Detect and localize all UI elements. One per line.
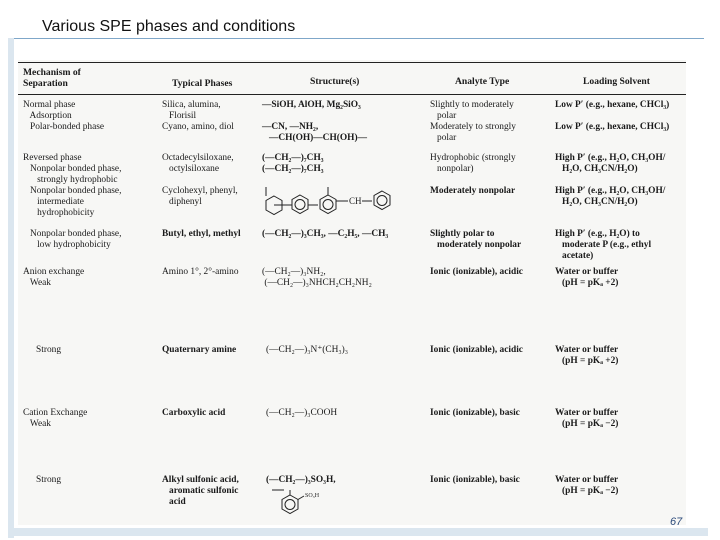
table-row-mechanism: Strong [36, 345, 62, 355]
header-analyte: Analyte Type [455, 76, 510, 87]
table-row-phases: Amino 1°, 2°-amino [162, 267, 239, 277]
table-row-structure: (—CH₂—)₃N⁺(CH₃)₃ [266, 345, 349, 355]
table-row-analyte: Ionic (ionizable), acidic [430, 345, 523, 355]
table-row-phases: Butyl, ethyl, methyl [162, 229, 241, 239]
table-row-phases: Silica, alumina, Florisil Cyano, amino, diol [162, 100, 234, 132]
table-row-structure: (—CH₂—)₇CH₃ (—CH₂—)₇CH₃ [262, 153, 324, 174]
table-row-structure: (—CH₂—)₃NH₂, (—CH₂—)₃NHCH₂CH₂NH₂ [262, 267, 372, 288]
header-mechanism: Mechanism of Separation [23, 67, 81, 89]
table-row-solvent: High P′ (e.g., H₂O, CH₃OH/ H₂O, CH₃CN/H₂O) [555, 153, 666, 174]
table-row-mechanism: Nonpolar bonded phase, intermediate hydrophobicity [30, 186, 122, 218]
table-row-structure: (—CH₂—)₃SO₃H, [266, 475, 336, 485]
table-row-structure: (—CH₂—)₃CH₃, —C₂H₅, —CH₃ [262, 229, 389, 239]
header-solvent: Loading Solvent [583, 76, 650, 87]
table-row-phases: Quaternary amine [162, 345, 237, 355]
title-divider [14, 38, 704, 39]
header-structure: Structure(s) [310, 76, 360, 87]
table-row-analyte: Ionic (ionizable), acidic [430, 267, 523, 277]
table-row-structure: (—CH₂—)₃COOH [266, 408, 338, 418]
table-row-mechanism: Anion exchange Weak [23, 267, 85, 288]
table-top-rule [18, 62, 686, 63]
table-row-analyte: Slightly polar to moderately nonpolar [430, 229, 522, 250]
table-row-mechanism: Strong [36, 475, 62, 485]
table-row-solvent: Water or buffer (pH = pKₐ +2) [555, 267, 619, 288]
left-accent-bar [8, 38, 14, 538]
ch-label: CH [349, 196, 362, 206]
table-row-solvent: Low P′ (e.g., hexane, CHCl₃) Low P′ (e.g., hexane, CHCl₃) [555, 100, 670, 132]
table-row-solvent: Water or buffer (pH = pKₐ −2) [555, 475, 619, 496]
table-row-mechanism: Nonpolar bonded phase, low hydrophobicity [30, 229, 122, 250]
table-row-phases: Cyclohexyl, phenyl, diphenyl [162, 186, 238, 207]
table-row-structure: —SiOH, AlOH, Mg₂SiO₃ —CN, —NH₂, —CH(OH)—CH(OH)— [262, 100, 367, 143]
ring-structures-diagram [262, 183, 412, 223]
slide-title: Various SPE phases and conditions [42, 18, 296, 35]
table-row-phases: Octadecylsiloxane, octylsiloxane [162, 153, 234, 174]
bottom-accent-bar [8, 528, 708, 536]
table-row-mechanism: Cation Exchange Weak [23, 408, 88, 429]
benzenesulfonic-structure [270, 486, 330, 522]
table-row-analyte: Hydrophobic (strongly nonpolar) [430, 153, 516, 174]
so3h-label: SO₃H [305, 493, 320, 499]
header-phases: Typical Phases [172, 78, 233, 89]
table-row-phases: Alkyl sulfonic acid, aromatic sulfonic acid [162, 475, 239, 507]
table-row-analyte: Moderately nonpolar [430, 186, 516, 196]
table-row-analyte: Ionic (ionizable), basic [430, 408, 520, 418]
table-row-mechanism: Normal phase Adsorption Polar-bonded phase [23, 100, 105, 132]
table-row-solvent: High P′ (e.g., H₂O, CH₃OH/ H₂O, CH₃CN/H₂O) [555, 186, 666, 207]
table-row-solvent: High P′ (e.g., H₂O) to moderate P (e.g., ethyl acetate) [555, 229, 652, 261]
table-row-solvent: Water or buffer (pH = pKₐ +2) [555, 345, 619, 366]
table-row-solvent: Water or buffer (pH = pKₐ −2) [555, 408, 619, 429]
table-row-phases: Carboxylic acid [162, 408, 226, 418]
table-row-analyte: Slightly to moderately polar Moderately to strongly polar [430, 100, 516, 143]
table-row-analyte: Ionic (ionizable), basic [430, 475, 520, 485]
table-header-rule [18, 94, 686, 95]
table-row-mechanism: Reversed phase Nonpolar bonded phase, strongly hydrophobic [23, 153, 122, 185]
page-number: 67 [670, 516, 683, 528]
